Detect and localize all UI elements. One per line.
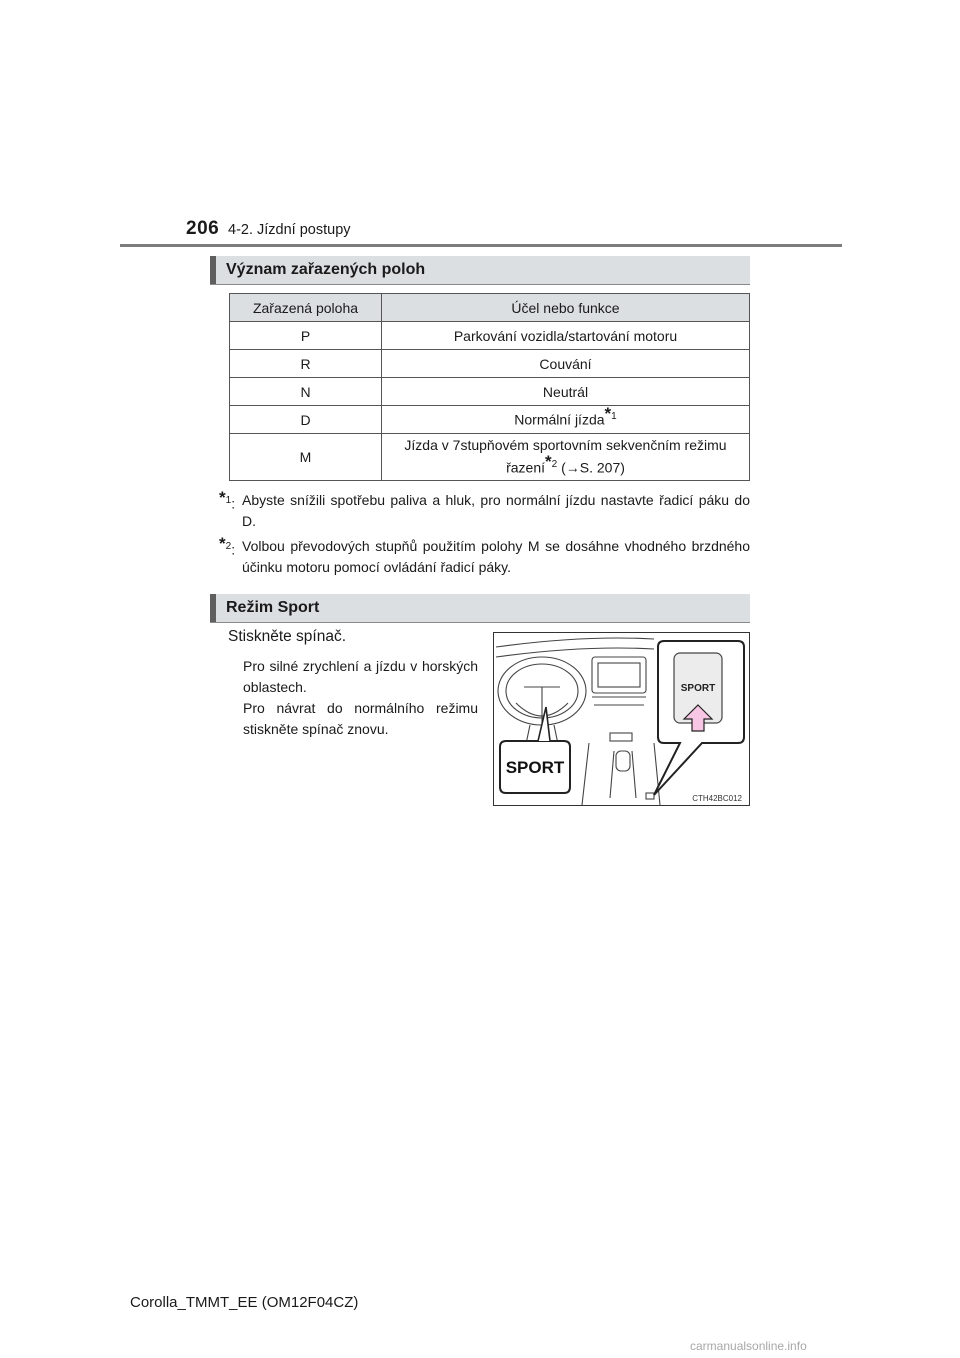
footer-model-code: Corolla_TMMT_EE (OM12F04CZ) [130,1294,359,1311]
section-label: 4-2. Jízdní postupy [228,222,351,238]
table-header-position: Zařazená poloha [230,294,382,322]
page-reference: (→S. 207) [557,459,625,476]
table-cell-position: D [230,406,382,434]
table-header-function: Účel nebo funkce [382,294,750,322]
section-underline [210,622,750,623]
section-heading-sport-mode: Režim Sport [210,594,750,622]
footnote-text: Volbou převodových stupňů použitím polohy M se dosáhne vhodného brzdného účinku motoru pomocí ovládání řadicí páky. [242,538,750,575]
footnote-2 [219,536,750,578]
table-cell-position: R [230,350,382,378]
footnote-ref: *2 [545,452,558,472]
footnote-1 [219,490,750,532]
dashboard-drawing [494,633,749,805]
function-text: Normální jízda [514,411,605,428]
table-row [230,350,750,378]
sport-paragraph: Pro silné zrychlení a jízdu v horských oblastech. [243,658,478,695]
sport-button-small-label: SPORT [680,683,716,694]
table-row [230,378,750,406]
sport-instruction: Stiskněte spínač. [228,628,347,645]
footnote-mark: $^{*1}$: [219,488,236,512]
table-cell-function [382,434,750,481]
footnote-text: Abyste snížili spotřebu paliva a hluk, pro normální jízdu nastavte řadicí páku do D. [242,492,750,529]
table-row [230,322,750,350]
section-heading-shift-positions: Význam zařazených poloh [210,256,750,284]
table-cell-position: P [230,322,382,350]
table-cell-function: Neutrál [382,378,750,406]
header-rule [120,244,842,247]
function-text-line1: Jízda v 7stupňovém sportovním sekvenčním režimu [404,437,727,454]
table-cell-position: N [230,378,382,406]
sport-button-large-label: SPORT [505,758,565,777]
watermark[interactable]: carmanualsonline.info [690,1339,807,1353]
table-header-row [230,294,750,322]
table-row [230,406,750,434]
table-cell-function [382,406,750,434]
section-underline [210,284,750,285]
shift-positions-table [229,293,750,481]
table-row [230,434,750,481]
function-text-line2: řazení [506,459,546,476]
page-number: 206 [186,218,220,239]
illustration-code: CTH42BC012 [692,794,742,803]
table-cell-function: Couvání [382,350,750,378]
footnote-mark: $^{*2}$: [219,534,236,558]
table-cell-function: Parkování vozidla/startování motoru [382,322,750,350]
footnote-ref: *1 [604,404,617,424]
table-cell-position: M [230,434,382,481]
sport-switch-illustration [493,632,750,806]
sport-paragraph: Pro návrat do normálního režimu stiskněte spínač znovu. [243,700,478,737]
